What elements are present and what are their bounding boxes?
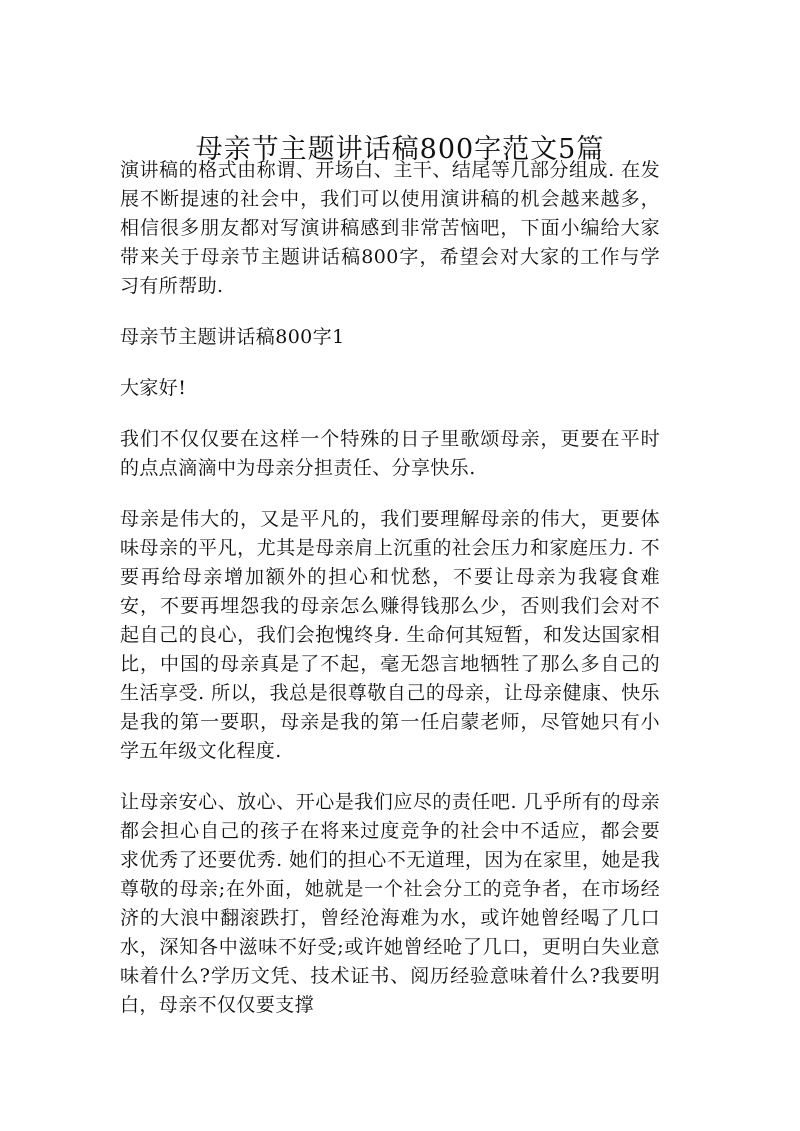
section-heading: 母亲节主题讲话稿800字1 [120,326,345,348]
greeting-paragraph: 大家好! [120,377,187,399]
document-title: 母亲节主题讲话稿800字范文5篇 [195,134,605,166]
intro-paragraph: 演讲稿的格式由称谓、开场白、主干、结尾等几部分组成. 在发展不断提速的社会中，我们可以使用演讲稿的机会越来越多，相信很多朋友都对写演讲稿感到非常苦恼吧，下面小编给大家带来关于母亲节主题讲话稿800字，希望会对大家的工作与学习有所帮助. [120,159,660,297]
body-paragraph: 我们不仅仅要在这样一个特殊的日子里歌颂母亲，更要在平时的点点滴滴中为母亲分担责任、分享快乐. [120,428,660,479]
body-paragraph: 让母亲安心、放心、开心是我们应尽的责任吧. 几乎所有的母亲都会担心自己的孩子在将来过度竞争的社会中不适应，都会要求优秀了还要优秀. 她们的担心不无道理，因为在家里，她是我尊敬的母亲;在外面，她就是一个社会分工的竞争者，在市场经济的大浪中翻滚跌打，曾经沧海难为水，或许她曾经喝了几口水，深知各中滋味不好受;或许她曾经呛了几口，更明白失业意味着什么?学历文凭、技术证书、阅历经验意味着什么?我要明白，母亲不仅仅要支撑 [120,791,660,1016]
body-paragraph: 母亲是伟大的，又是平凡的，我们要理解母亲的伟大，更要体味母亲的平凡，尤其是母亲肩上沉重的社会压力和家庭压力. 不要再给母亲增加额外的担心和忧愁，不要让母亲为我寝食难安，不要再埋怨我的母亲怎么赚得钱那么少，否则我们会对不起自己的良心，我们会抱愧终身. 生命何其短暂，和发达国家相比，中国的母亲真是了不起，毫无怨言地牺牲了那么多自己的生活享受. 所以，我总是很尊敬自己的母亲，让母亲健康、快乐是我的第一要职，母亲是我的第一任启蒙老师，尽管她只有小学五年级文化程度. [120,508,660,762]
document-body [120,156,660,1020]
